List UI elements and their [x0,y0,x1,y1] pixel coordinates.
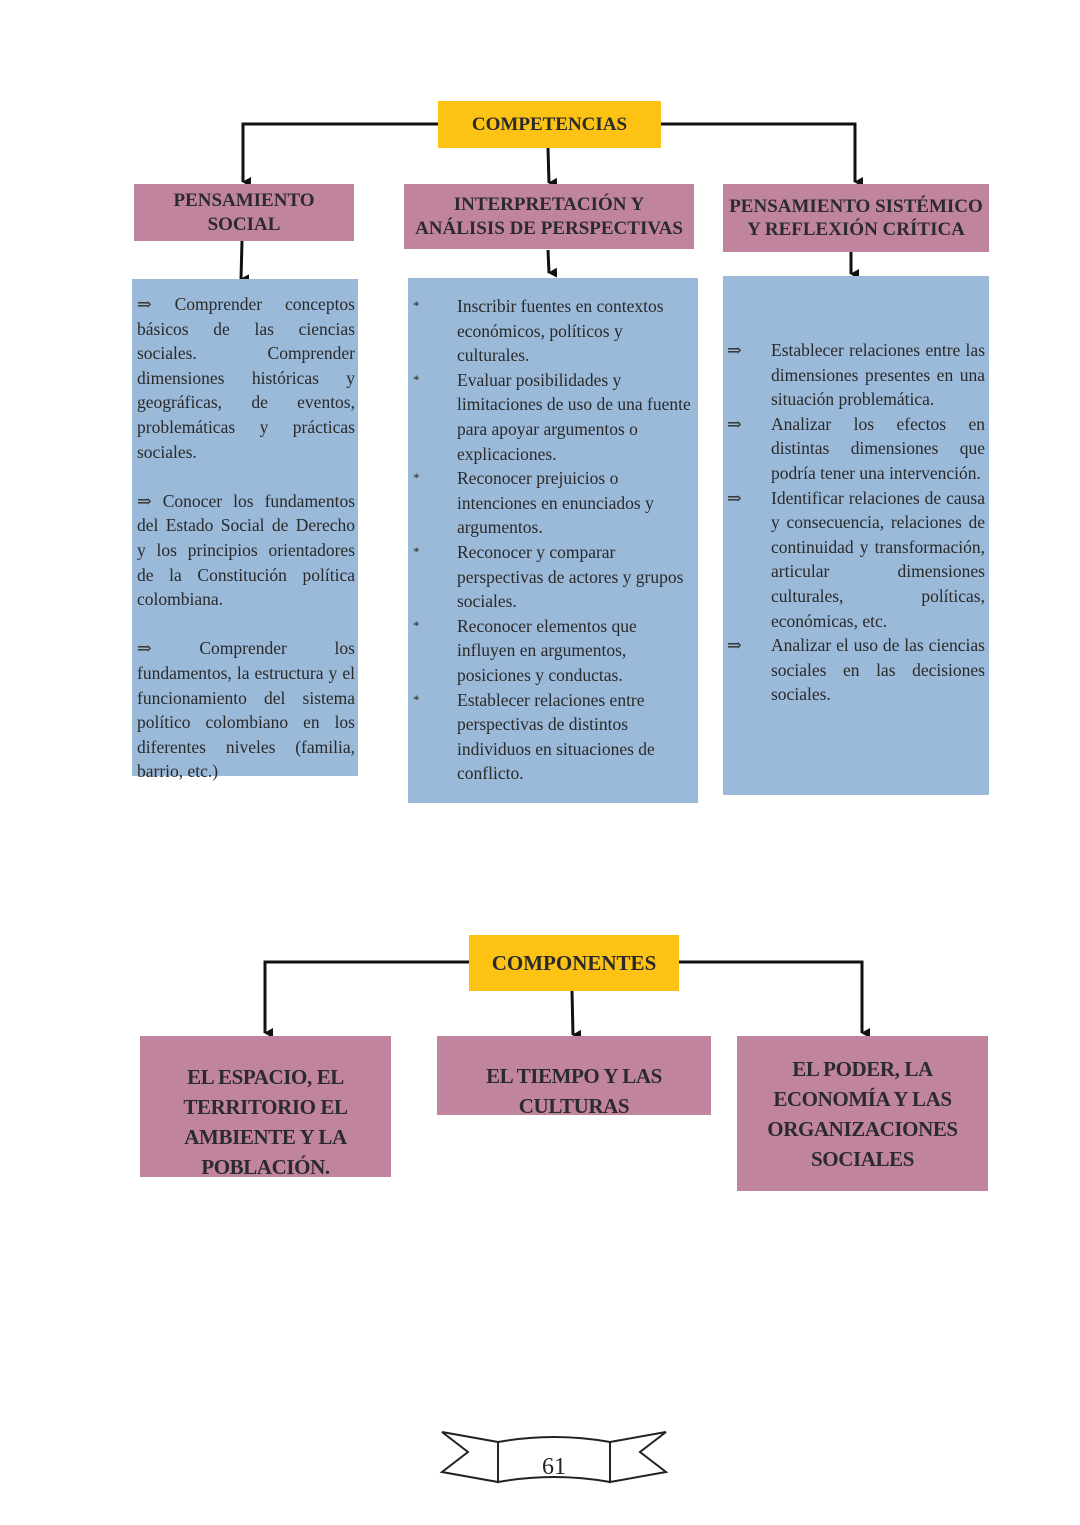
item-text: Conocer los fundamentos del Estado Social de Derecho y los principios orientadores de la Constitución política colombiana. [137,490,355,610]
connector-right [660,124,855,182]
asterisk-bullet-icon: * [413,617,420,633]
arrow-bullet-icon: ⇒ [727,635,742,656]
item-text: Inscribir fuentes en contextos económicos, políticos y culturales. [457,296,664,366]
list-item [413,368,693,466]
heading-text: PENSAMIENTO SISTÉMICO Y REFLEXIÓN CRÍTICA [729,195,983,240]
list-item [413,466,693,540]
component-espacio-territorio [140,1036,391,1177]
asterisk-bullet-icon: * [413,470,420,486]
item-text: Analizar el uso de las ciencias sociales en las decisiones sociales. [771,635,985,705]
heading-interpretacion [404,184,694,249]
asterisk-bullet-icon: * [413,298,420,313]
list-item [137,636,355,784]
item-text: Establecer relaciones entre las dimensiones presentes en una situación problemática. [771,340,985,410]
connector-comp-right [678,962,862,1033]
arrow-bullet-icon: ⇒ [137,638,200,659]
arrow-bullet-icon: ⇒ [137,490,163,511]
item-text: Analizar los efectos en distintas dimensiones que podría tener una intervención. [771,413,985,483]
connector-center [548,148,549,183]
list-item [413,294,693,368]
arrow-bullet-icon: ⇒ [137,294,175,314]
heading-pensamiento-sistemico [723,184,989,252]
page-number: 61 [542,1454,566,1480]
body-interpretacion [408,278,698,803]
item-text: Reconocer y comparar perspectivas de actores y grupos sociales. [457,541,684,612]
connector-col2-body [548,250,549,273]
list-item [413,614,693,688]
component-text: EL PODER, LA ECONOMÍA Y LAS ORGANIZACIONES SOCIALES [767,1056,958,1171]
heading-text: PENSAMIENTO SOCIAL [173,190,315,235]
arrow-bullet-icon: ⇒ [727,413,742,434]
item-text: Identificar relaciones de causa y consecuencia, relaciones de continuidad y transformación, articular dimensiones culturales, políticas, económicas, etc. [771,487,985,631]
componentes-title-box [469,935,679,991]
component-text: EL TIEMPO Y LAS CULTURAS [486,1064,662,1118]
list-item [727,633,985,707]
arrow-bullet-icon: ⇒ [727,340,742,360]
item-text: Reconocer prejuicios o intenciones en enunciados y argumentos. [457,468,654,538]
connector-comp-left [265,962,469,1033]
list-item [727,338,985,412]
component-tiempo-culturas [437,1036,711,1118]
list-item [137,489,355,612]
asterisk-bullet-icon: * [413,691,420,707]
item-text: Establecer relaciones entre perspectivas de distintos individuos en situaciones de conflicto. [457,689,655,784]
heading-pensamiento-social [134,184,354,241]
item-text: Reconocer elementos que influyen en argumentos, posiciones y conductas. [457,615,637,685]
body-pensamiento-social [132,279,358,782]
item-text: Evaluar posibilidades y limitaciones de uso de una fuente para apoyar argumentos o explicaciones. [457,369,691,464]
componentes-title: COMPONENTES [491,950,657,975]
component-text: EL ESPACIO, EL TERRITORIO EL AMBIENTE Y LA POBLACIÓN. [183,1065,348,1179]
competencias-title: COMPETENCIAS [471,113,628,135]
component-poder-economia [737,1036,988,1191]
competencias-title-box [438,101,661,148]
list-item [727,486,985,634]
connector-left [243,124,438,182]
heading-text: INTERPRETACIÓN Y ANÁLISIS DE PERSPECTIVAS [415,194,683,239]
body-pensamiento-sistemico [723,276,989,795]
asterisk-bullet-icon: * [413,371,420,387]
arrow-bullet-icon: ⇒ [727,487,742,508]
item-text: Comprender los fundamentos, la estructura y el funcionamiento del sistema político colombiano en los diferentes niveles (familia, barrio, etc.) [137,638,355,782]
list-item [137,292,355,464]
asterisk-bullet-icon: * [413,543,420,559]
connector-comp-center [572,991,573,1035]
list-item [413,540,693,614]
item-text: Comprender conceptos básicos de las ciencias sociales. Comprender dimensiones históricas y geográficas, de eventos, problemáticas y prácticas sociales. [137,294,355,462]
list-item [727,412,985,486]
connector-col1-body [241,241,242,279]
list-item [413,688,693,786]
